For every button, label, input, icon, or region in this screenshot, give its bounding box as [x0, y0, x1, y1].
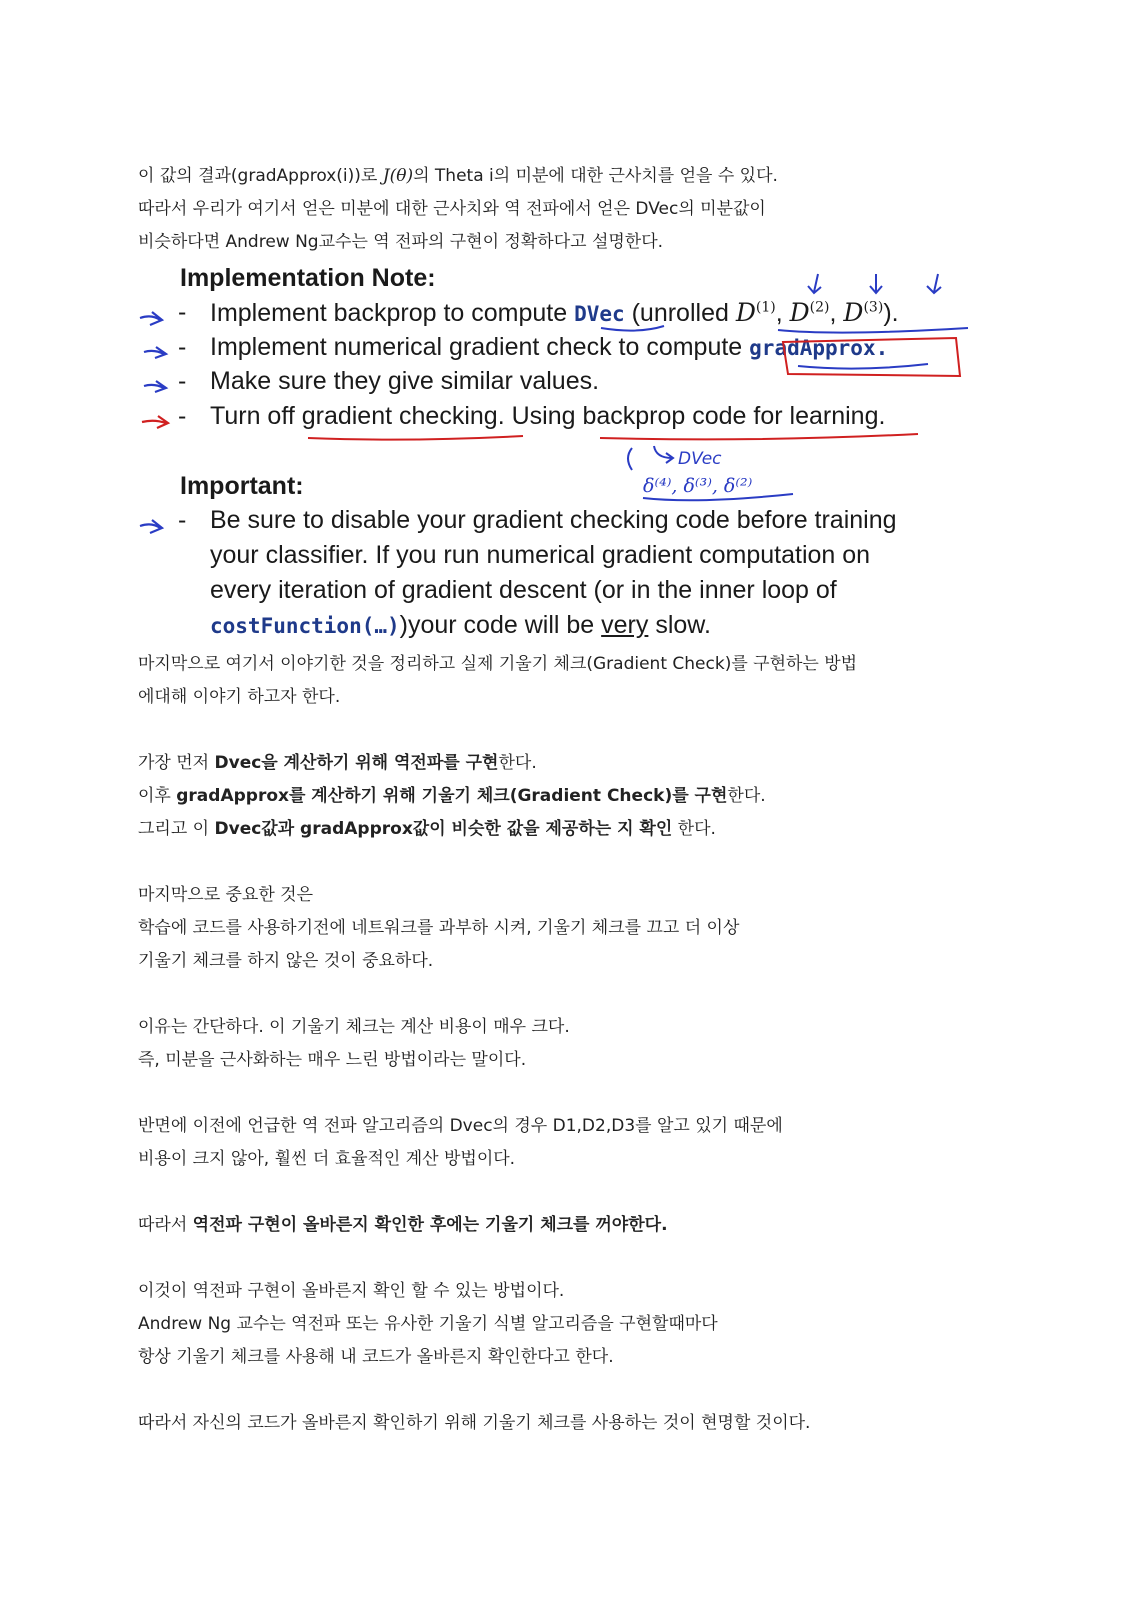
p8-line: 따라서 자신의 코드가 올바른지 확인하기 위해 기울기 체크를 사용하는 것이 현명할 것이다. [138, 1413, 811, 1433]
gradapprox-code: gradApprox. [749, 336, 889, 360]
slide-bullet-2 [210, 333, 888, 362]
handwritten-dvec: DVec [678, 449, 722, 469]
d1-math [736, 298, 776, 327]
separator: , [775, 299, 790, 327]
bullet-text: Implement numerical gradient check to compute [210, 333, 750, 361]
bullet-text: slow. [648, 611, 711, 639]
spacer [138, 1077, 857, 1110]
p3-line-3: 기울기 체크를 하지 않은 것이 중요하다. [138, 951, 434, 971]
underline-mark [600, 434, 918, 439]
intro-text: 의 Theta i의 미분에 대한 근사치를 얻을 수 있다. [413, 166, 778, 186]
p7-line-1: 이것이 역전파 구현이 올바른지 확인 할 수 있는 방법이다. [138, 1281, 565, 1301]
bold-text: Dvec을 계산하기 위해 역전파를 구현 [214, 753, 499, 773]
underline-mark [778, 328, 968, 333]
p4-line-2: 즉, 미분을 근사화하는 매우 느린 방법이라는 말이다. [138, 1050, 527, 1070]
text: 따라서 [138, 1215, 193, 1235]
arrow-icon [140, 520, 162, 533]
backprop-learning-text: backprop code for learning [582, 402, 879, 430]
dvec-code: DVec [574, 302, 625, 326]
bullet-dash: - [178, 402, 187, 430]
bullet-text: )your code will be [399, 611, 602, 639]
important-line-1: Be sure to disable your gradient checking code before training [210, 506, 897, 534]
bullet-text: . Using [497, 402, 583, 430]
underline-mark [798, 364, 928, 369]
bullet-dash: - [178, 367, 187, 395]
spacer [138, 1176, 857, 1209]
underline-mark [643, 494, 793, 500]
d2-superscript: (2) [809, 299, 830, 316]
arrow-icon [144, 381, 166, 392]
down-arrow-icon [927, 274, 941, 293]
intro-line-3: 비슷하다면 Andrew Ng교수는 역 전파의 구현이 정확하다고 설명한다. [138, 232, 664, 252]
underline-mark [308, 436, 523, 440]
intro-text: 이 값의 결과(gradApprox(i))로 [138, 166, 383, 186]
gradient-checking-text: gradient checking [301, 402, 498, 430]
p1-line-2: 에대해 이야기 하고자 한다. [138, 687, 341, 707]
d3-symbol: D [843, 298, 864, 327]
slide-bullet-3: Make sure they give similar values. [210, 367, 600, 395]
d2-symbol: D [789, 298, 810, 327]
important-line-3: every iteration of gradient descent (or in the inner loop of [210, 576, 837, 604]
down-arrow-icon [870, 274, 882, 293]
spacer [138, 1374, 857, 1407]
d1-symbol: D [735, 298, 756, 327]
arrow-icon [140, 312, 162, 325]
intro-paragraph [138, 160, 778, 259]
bullet-dash: - [178, 298, 187, 326]
bold-text: gradApprox를 계산하기 위해 기울기 체크(Gradient Check)를 구현 [176, 786, 728, 806]
bullet-dash: - [178, 333, 187, 361]
p2-line-2 [138, 780, 857, 813]
text: 한다. [672, 819, 716, 839]
p5-line-2: 비용이 크지 않아, 훨씬 더 효율적인 계산 방법이다. [138, 1149, 516, 1169]
bullet-text: . [878, 402, 886, 430]
slide-heading-important: Important: [180, 472, 304, 500]
cost-function-math: J(θ) [382, 166, 414, 186]
slide-heading-implementation-note: Implementation Note: [180, 264, 436, 292]
bullet-text: Implement backprop to compute [210, 299, 575, 327]
spacer [138, 714, 857, 747]
spacer [138, 978, 857, 1011]
p2-line-3 [138, 813, 857, 846]
p4-line-1: 이유는 간단하다. 이 기울기 체크는 계산 비용이 매우 크다. [138, 1017, 570, 1037]
p7-line-3: 항상 기울기 체크를 사용해 내 코드가 올바른지 확인한다고 한다. [138, 1347, 614, 1367]
bullet-dash: - [178, 506, 187, 534]
bracket-mark [628, 448, 632, 470]
spacer [138, 1242, 857, 1275]
arrow-icon [144, 347, 166, 358]
important-line-2: your classifier. If you run numerical gradient computation on [210, 541, 871, 569]
p5-line-1: 반면에 이전에 언급한 역 전파 알고리즘의 Dvec의 경우 D1,D2,D3를 알고 있기 때문에 [138, 1116, 783, 1136]
p3-line-1: 마지막으로 중요한 것은 [138, 885, 314, 905]
separator: , [829, 299, 844, 327]
d2-math [790, 298, 830, 327]
d3-superscript: (3) [863, 299, 884, 316]
down-arrow-icon [808, 274, 821, 293]
bold-text: 역전파 구현이 올바른지 확인한 후에는 기울기 체크를 꺼야한다. [192, 1215, 668, 1235]
very-text: very [601, 611, 649, 639]
arrow-icon [654, 446, 673, 463]
important-line-4 [210, 611, 711, 640]
bullet-text: (unrolled [624, 299, 736, 327]
text: 한다. [727, 786, 766, 806]
intro-line-2: 따라서 우리가 여기서 얻은 미분에 대한 근사치와 역 전파에서 얻은 DVec의 미분값이 [138, 199, 766, 219]
text: 이후 [138, 786, 177, 806]
d3-math [843, 298, 883, 327]
p7-line-2: Andrew Ng 교수는 역전파 또는 유사한 기울기 식별 알고리즘을 구현할때마다 [138, 1314, 718, 1334]
arrow-icon [142, 416, 168, 428]
lecture-slide-image [138, 262, 1000, 660]
costfunction-code: costFunction(…) [210, 614, 400, 638]
bullet-text: ). [883, 299, 899, 327]
body-text [138, 648, 857, 1440]
handwritten-deltas: δ⁽⁴⁾, δ⁽³⁾, δ⁽²⁾ [643, 475, 753, 497]
p6-line [138, 1209, 857, 1242]
spacer [138, 846, 857, 879]
text: 가장 먼저 [138, 753, 215, 773]
p3-line-2: 학습에 코드를 사용하기전에 네트워크를 과부하 시켜, 기울기 체크를 끄고 더 이상 [138, 918, 740, 938]
intro-line-1 [138, 160, 778, 193]
slide-bullet-4 [210, 402, 885, 431]
bullet-text: Turn off [210, 402, 302, 430]
bold-text: Dvec값과 gradApprox값이 비슷한 값을 제공하는 지 확인 [214, 819, 673, 839]
text: 그리고 이 [138, 819, 215, 839]
text: 한다. [498, 753, 537, 773]
p1-line-1: 마지막으로 여기서 이야기한 것을 정리하고 실제 기울기 체크(Gradient Check)를 구현하는 방법 [138, 654, 858, 674]
d1-superscript: (1) [755, 299, 776, 316]
slide-bullet-1 [210, 298, 899, 328]
p2-line-1 [138, 747, 857, 780]
